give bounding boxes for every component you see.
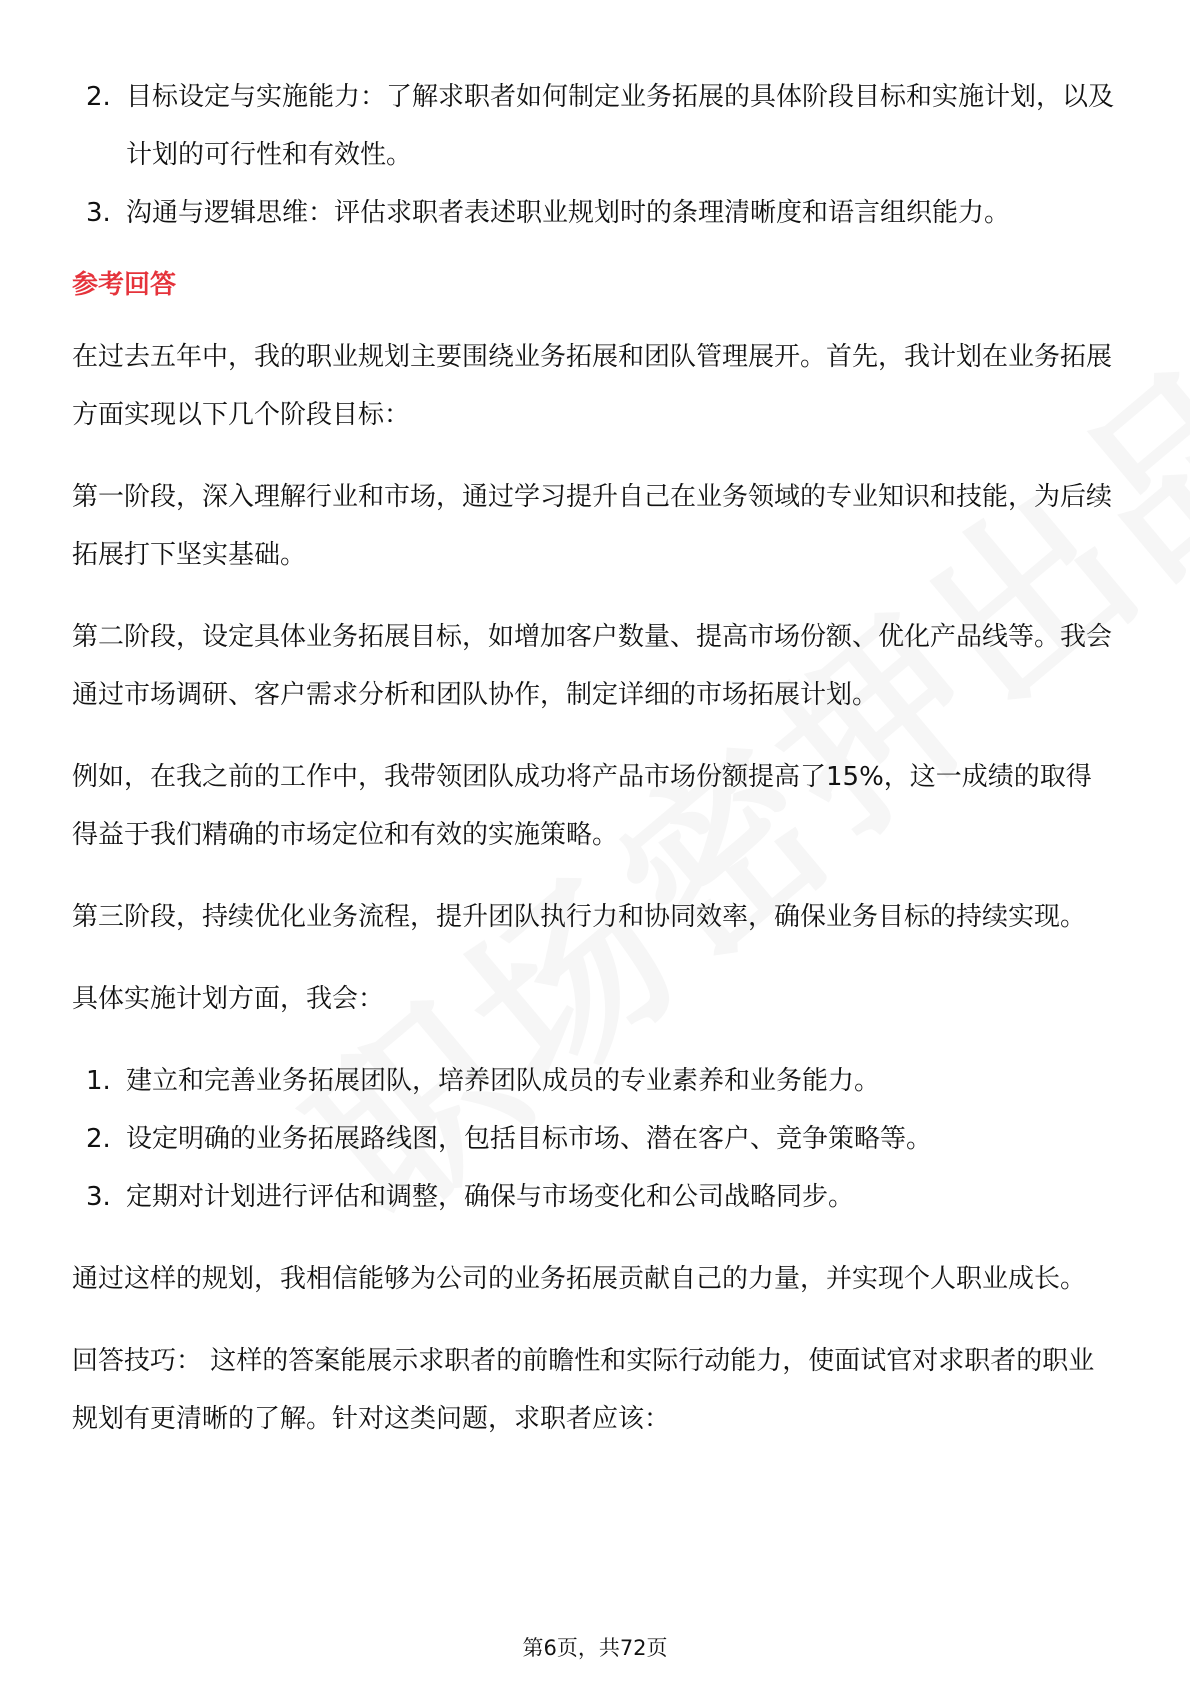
list-number: 2. bbox=[86, 1124, 111, 1154]
list-item bbox=[72, 68, 1117, 184]
list-number: 3. bbox=[86, 198, 111, 228]
list-item-text: 定期对计划进行评估和调整，确保与市场变化和公司战略同步。 bbox=[126, 1182, 855, 1212]
list-number: 1. bbox=[86, 1066, 111, 1096]
list-item-text: 目标设定与实施能力：了解求职者如何制定业务拓展的具体阶段目标和实施计划，以及计划的可行性和有效性。 bbox=[126, 82, 1115, 170]
list-item bbox=[72, 1052, 1117, 1110]
paragraph-tips: 回答技巧： 这样的答案能展示求职者的前瞻性和实际行动能力，使面试官对求职者的职业规划有更清晰的了解。针对这类问题，求职者应该： bbox=[72, 1346, 1095, 1434]
page-footer: 第6页，共72页 bbox=[522, 1636, 668, 1660]
list-item-text: 建立和完善业务拓展团队，培养团队成员的专业素养和业务能力。 bbox=[126, 1066, 881, 1096]
list-item-text: 沟通与逻辑思维：评估求职者表述职业规划时的条理清晰度和语言组织能力。 bbox=[126, 198, 1011, 228]
paragraph-example: 例如，在我之前的工作中，我带领团队成功将产品市场份额提高了15%，这一成绩的取得得益于我们精确的市场定位和有效的实施策略。 bbox=[72, 762, 1092, 850]
paragraph-stage1: 第一阶段，深入理解行业和市场，通过学习提升自己在业务领域的专业知识和技能，为后续拓展打下坚实基础。 bbox=[72, 482, 1113, 570]
list-item bbox=[72, 1168, 1117, 1226]
list-number: 3. bbox=[86, 1182, 111, 1212]
paragraph-conclusion: 通过这样的规划，我相信能够为公司的业务拓展贡献自己的力量，并实现个人职业成长。 bbox=[72, 1264, 1087, 1294]
paragraph-stage3: 第三阶段，持续优化业务流程，提升团队执行力和协同效率，确保业务目标的持续实现。 bbox=[72, 902, 1087, 932]
criteria-list bbox=[72, 68, 1117, 242]
paragraph-intro: 在过去五年中，我的职业规划主要围绕业务拓展和团队管理展开。首先，我计划在业务拓展方面实现以下几个阶段目标： bbox=[72, 342, 1113, 430]
plan-list bbox=[72, 1052, 1117, 1226]
list-item bbox=[72, 184, 1117, 242]
list-item-text: 设定明确的业务拓展路线图，包括目标市场、潜在客户、竞争策略等。 bbox=[126, 1124, 933, 1154]
section-title: 参考回答 bbox=[72, 270, 177, 300]
paragraph-stage2: 第二阶段，设定具体业务拓展目标，如增加客户数量、提高市场份额、优化产品线等。我会通过市场调研、客户需求分析和团队协作，制定详细的市场拓展计划。 bbox=[72, 622, 1113, 710]
list-item bbox=[72, 1110, 1117, 1168]
document-body bbox=[72, 68, 1117, 1472]
paragraph-plan-intro: 具体实施计划方面，我会： bbox=[72, 984, 385, 1014]
list-number: 2. bbox=[86, 82, 111, 112]
